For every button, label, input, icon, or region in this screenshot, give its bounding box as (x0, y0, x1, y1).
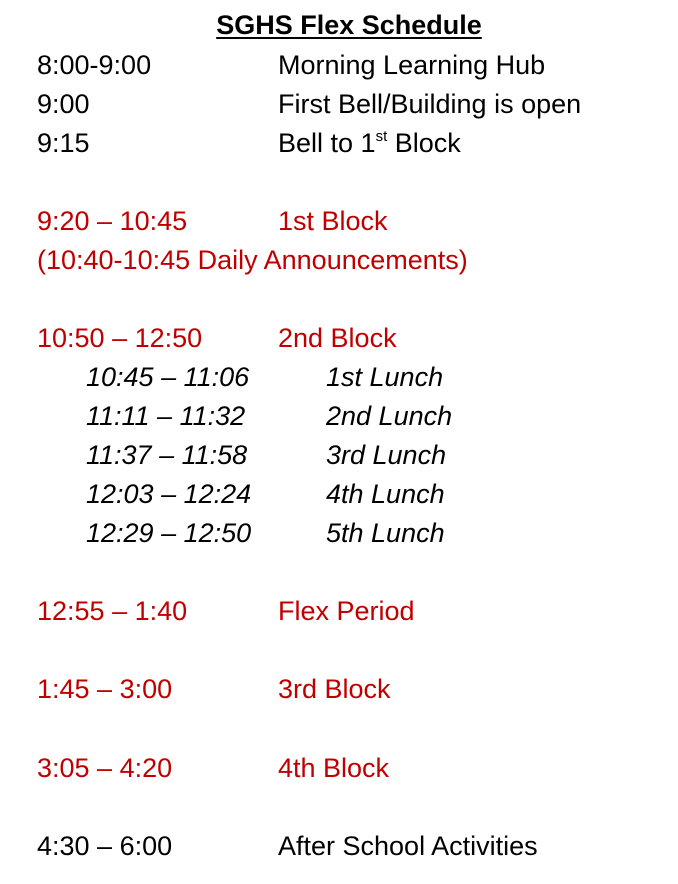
page-title: SGHS Flex Schedule (216, 10, 482, 40)
row-label (278, 124, 461, 162)
row-label-prefix: Bell to 1 (278, 128, 376, 158)
row-time: 1:45 – 3:00 (37, 674, 173, 704)
row-label: Flex Period (278, 596, 415, 626)
row-label: 3rd Block (278, 674, 391, 704)
row-label: Morning Learning Hub (278, 50, 546, 80)
row-label-superscript: st (375, 128, 388, 145)
row-time: 12:03 – 12:24 (86, 479, 252, 509)
row-label: 2nd Block (278, 323, 397, 353)
row-label: 2nd Lunch (326, 401, 453, 431)
row-time: 10:50 – 12:50 (37, 323, 203, 353)
announcements-note: (10:40-10:45 Daily Announcements) (37, 245, 468, 275)
row-time: 9:00 (37, 89, 90, 119)
row-label: 4th Block (278, 753, 390, 783)
row-time: 11:37 – 11:58 (86, 440, 248, 470)
row-label: 1st Block (278, 206, 388, 236)
row-label-suffix: Block (387, 128, 461, 158)
row-time: 4:30 – 6:00 (37, 831, 173, 861)
row-time: 12:29 – 12:50 (86, 518, 252, 548)
row-label: First Bell/Building is open (278, 89, 582, 119)
row-time: 9:20 – 10:45 (37, 206, 188, 236)
row-label: 3rd Lunch (326, 440, 447, 470)
row-label: 4th Lunch (326, 479, 445, 509)
row-time: 12:55 – 1:40 (37, 596, 188, 626)
row-label: 5th Lunch (326, 518, 445, 548)
row-label: 1st Lunch (326, 362, 444, 392)
row-time: 10:45 – 11:06 (86, 362, 250, 392)
row-time: 9:15 (37, 128, 90, 158)
row-time: 3:05 – 4:20 (37, 753, 173, 783)
row-time: 11:11 – 11:32 (86, 401, 246, 431)
row-label: After School Activities (278, 831, 538, 861)
row-time: 8:00-9:00 (37, 50, 152, 80)
